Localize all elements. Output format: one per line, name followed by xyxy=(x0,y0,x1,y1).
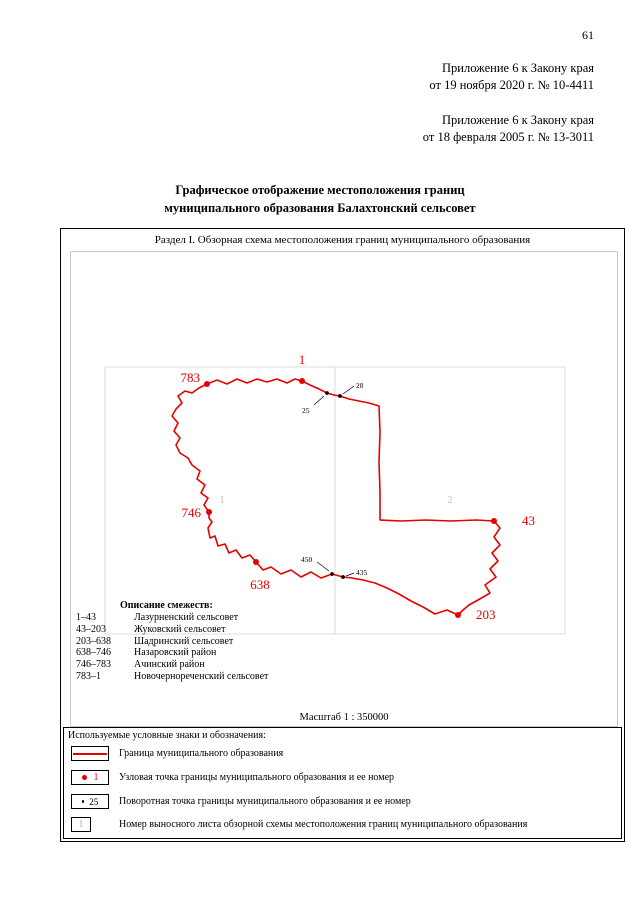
node-point-symbol xyxy=(71,770,109,785)
legend-heading: Используемые условные знаки и обозначения: xyxy=(68,730,266,741)
leader-line-28 xyxy=(343,386,354,394)
legend-row-boundary xyxy=(67,746,618,763)
adjacency-name: Назаровский район xyxy=(134,647,217,659)
turn-dot-450 xyxy=(330,572,334,576)
adjacency-name: Жуковский сельсовет xyxy=(134,623,226,635)
legend-label: Узловая точка границы муниципального образования и ее номер xyxy=(119,772,395,783)
turn-point-symbol xyxy=(71,794,109,809)
adjacency-range: 203–638 xyxy=(76,635,111,647)
document-title-line: Графическое отображение местоположения границ xyxy=(175,183,465,197)
legend-label: Граница муниципального образования xyxy=(119,748,284,759)
leader-line-450 xyxy=(317,562,329,571)
adjacency-range: 783–1 xyxy=(76,670,101,682)
node-label-43: 43 xyxy=(522,513,535,528)
turn-dot-28 xyxy=(338,394,342,398)
adjacency-range: 746–783 xyxy=(76,659,111,671)
turn-label-450: 450 xyxy=(301,555,313,564)
turn-label-28: 28 xyxy=(356,381,364,390)
node-dot-43 xyxy=(491,518,497,524)
legend-row-turn-point xyxy=(67,794,618,811)
legend-label: Поворотная точка границы муниципального образования и ее номер xyxy=(119,796,411,807)
leader-line-25 xyxy=(314,396,324,405)
turn-symbol-number: 25 xyxy=(89,796,99,807)
node-label-746: 746 xyxy=(181,505,201,520)
document-title-line: муниципального образования Балахтонский сельсовет xyxy=(164,201,476,216)
sheet-number-symbol xyxy=(71,817,91,832)
node-dot-203 xyxy=(455,612,461,618)
adjacency-row xyxy=(76,624,268,636)
node-label-638: 638 xyxy=(250,577,270,592)
turn-dot-435 xyxy=(341,575,345,579)
appendix-line: Приложение 6 к Закону края xyxy=(442,113,594,127)
adjacency-range: 638–746 xyxy=(76,647,111,659)
appendix-reference-2005 xyxy=(423,112,594,145)
turn-label-25: 25 xyxy=(302,406,310,415)
boundary-line-symbol xyxy=(71,746,109,761)
legend-label: Номер выносного листа обзорной схемы местоположения границ муниципального образования xyxy=(119,819,528,830)
node-label-203: 203 xyxy=(476,607,496,622)
adjacency-row xyxy=(76,612,268,624)
node-label-1: 1 xyxy=(298,352,306,367)
sheet-symbol-number: 1 xyxy=(78,819,84,830)
figure-frame xyxy=(60,228,625,842)
turn-dot-25 xyxy=(325,391,329,395)
adjacency-row xyxy=(76,659,268,671)
adjacency-name: Ачинский район xyxy=(134,659,205,671)
turn-label-435: 435 xyxy=(356,568,368,577)
adjacency-row xyxy=(76,647,268,659)
page-number: 61 xyxy=(582,28,594,42)
adjacency-row xyxy=(76,636,268,648)
red-line-glyph xyxy=(73,753,107,755)
legend-row-node-point xyxy=(67,770,618,787)
node-dot-638 xyxy=(253,559,259,565)
appendix-line: от 19 ноября 2020 г. № 10-4411 xyxy=(429,77,594,92)
node-dot-1 xyxy=(299,378,305,384)
adjacency-range: 1–43 xyxy=(76,612,96,623)
node-symbol-number: 1 xyxy=(93,772,99,783)
adjacency-name: Новочернореченский сельсовет xyxy=(134,670,269,682)
red-dot-glyph xyxy=(82,775,87,780)
appendix-line: от 18 февраля 2005 г. № 13-3011 xyxy=(422,129,594,144)
document-title xyxy=(0,181,640,217)
adjacency-name: Шадринский сельсовет xyxy=(134,635,234,647)
leader-line-435 xyxy=(346,573,354,576)
adjacency-name: Лазурненский сельсовет xyxy=(134,612,239,623)
appendix-reference-2020 xyxy=(429,60,594,93)
adjacency-heading: Описание смежеств: xyxy=(120,600,213,611)
sheet-number-2: 2 xyxy=(447,494,453,506)
appendix-line: Приложение 6 к Закону края xyxy=(442,61,594,75)
section-heading: Раздел I. Обзорная схема местоположения границ муниципального образования xyxy=(154,234,531,246)
legend-row-sheet-number xyxy=(67,817,618,834)
sheet-number-1: 1 xyxy=(219,494,225,506)
adjacency-range: 43–203 xyxy=(76,623,106,635)
adjacency-description xyxy=(76,600,268,683)
adjacency-row xyxy=(76,671,268,683)
node-dot-746 xyxy=(206,509,212,515)
map-scale: Масштаб 1 : 350000 xyxy=(299,712,389,723)
map-area xyxy=(70,251,618,727)
black-dot-glyph xyxy=(82,800,85,803)
node-label-783: 783 xyxy=(180,370,200,385)
legend xyxy=(63,727,622,839)
node-dot-783 xyxy=(204,381,210,387)
